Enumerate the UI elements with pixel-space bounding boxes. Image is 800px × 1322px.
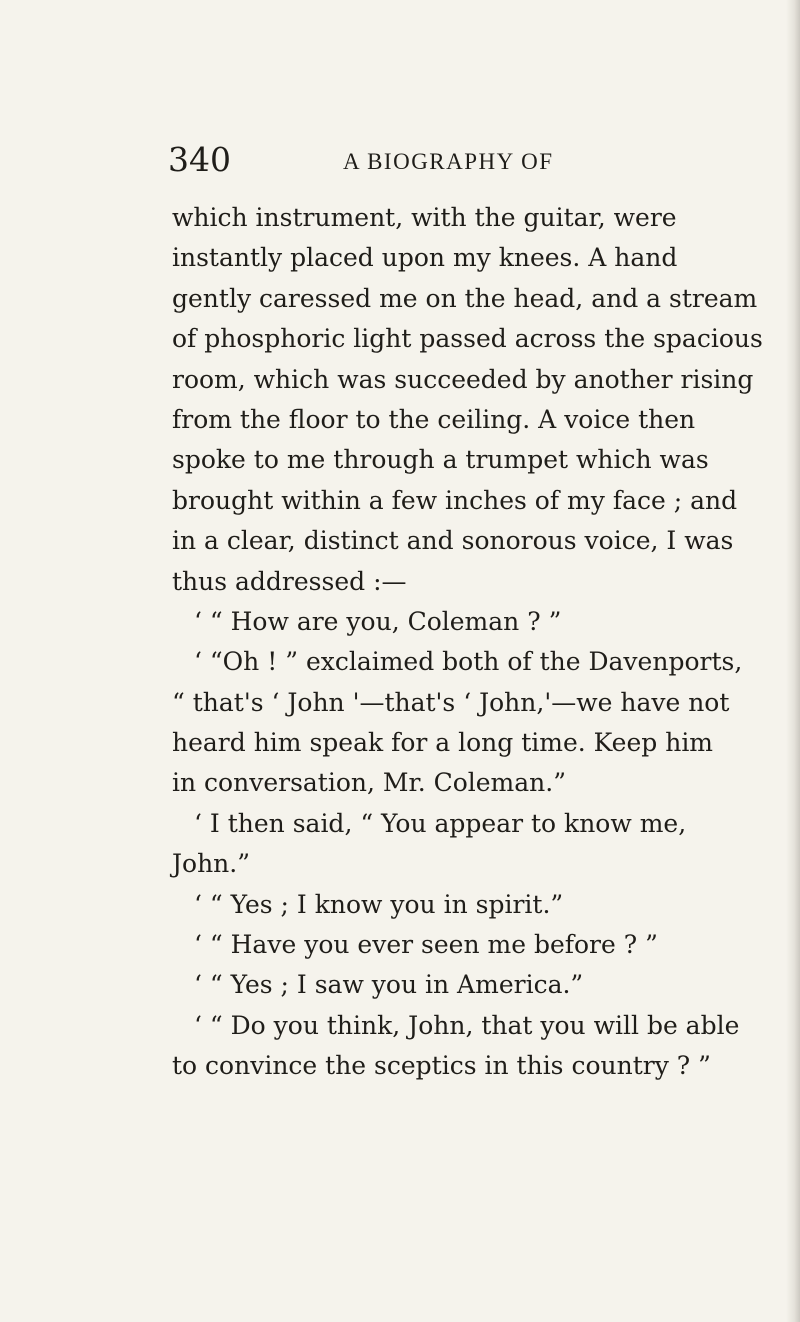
text-line: ‘ “Oh ! ” exclaimed both of the Davenports,: [194, 647, 743, 677]
running-head: A BIOGRAPHY OF: [343, 149, 554, 174]
page-edge-shadow: [786, 0, 800, 1322]
text-line: ‘ “ Do you think, John, that you will be able: [194, 1010, 740, 1040]
text-line: ‘ I then said, “ You appear to know me,: [194, 808, 687, 838]
text-line: brought within a few inches of my face ; and: [172, 485, 738, 515]
text-line: John.”: [172, 849, 251, 879]
text-line: spoke to me through a trumpet which was: [172, 445, 709, 475]
text-line: which instrument, with the guitar, were: [172, 203, 677, 232]
text-line: instantly placed upon my knees. A hand: [172, 243, 678, 273]
text-line: thus addressed :—: [172, 566, 407, 596]
text-line: from the floor to the ceiling. A voice then: [172, 404, 696, 434]
page-header: [168, 136, 748, 184]
text-line: ‘ “ Yes ; I saw you in America.”: [194, 970, 584, 1000]
text-line: in conversation, Mr. Coleman.”: [172, 768, 566, 798]
text-line: ‘ “ Yes ; I know you in spirit.”: [194, 889, 564, 919]
text-line: “ that's ‘ John '—that's ‘ John,'—we have not: [172, 687, 730, 717]
text-line: ‘ “ Have you ever seen me before ? ”: [194, 930, 658, 960]
text-line: ‘ “ How are you, Coleman ? ”: [194, 606, 562, 636]
text-line: to convince the sceptics in this country ? ”: [172, 1051, 711, 1081]
text-line: in a clear, distinct and sonorous voice, I was: [172, 526, 734, 556]
text-line: room, which was succeeded by another rising: [172, 364, 754, 394]
body-text: [172, 198, 772, 1087]
page-number: 340: [168, 140, 231, 179]
text-line: gently caressed me on the head, and a stream: [172, 283, 758, 313]
text-line: of phosphoric light passed across the spacious: [172, 324, 763, 354]
text-line: heard him speak for a long time. Keep him: [172, 728, 714, 758]
